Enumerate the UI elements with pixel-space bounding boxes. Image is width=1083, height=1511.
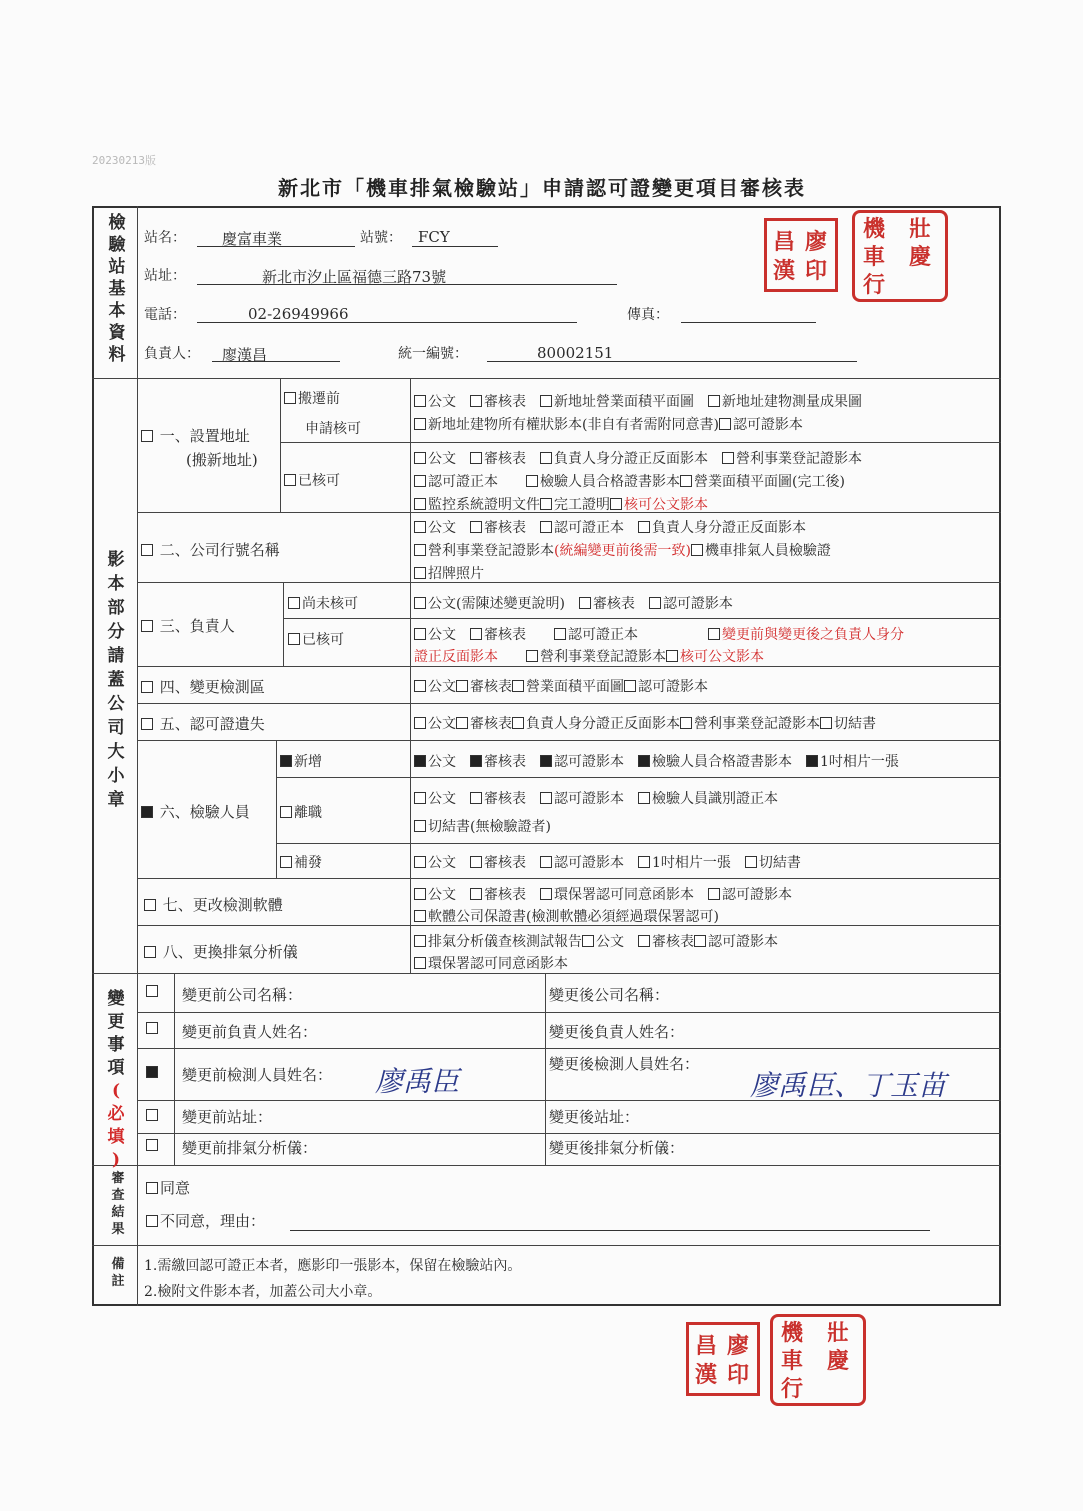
item1-label[interactable]: 一、設置地址 [141, 425, 250, 446]
item5-line[interactable]: 公文 審核表 負責人身分證正反面影本 營利事業登記證影本 切結書 [414, 713, 876, 733]
station-no-label: 站號： [360, 230, 402, 246]
item2-line2[interactable]: 營利事業登記證影本(統編變更前後需一致) 機車排氣人員檢驗證 [414, 540, 831, 560]
item1-b-line3[interactable]: 監控系統證明文件 完工證明 核可公文影本 [414, 494, 708, 514]
change-cb-4[interactable] [146, 1108, 160, 1124]
item8-label[interactable]: 八、更換排氣分析儀 [144, 941, 298, 962]
change-after-5: 變更後排氣分析儀： [549, 1139, 685, 1157]
change-after-1: 變更後公司名稱： [549, 986, 670, 1004]
item1-a-line2[interactable]: 新地址建物所有權狀影本(非自有者需附同意書) 認可證影本 [414, 414, 803, 434]
item3-opt-approved[interactable]: 已核可 [288, 629, 344, 649]
owner-value: 廖漢昌 [222, 346, 268, 364]
change-after-3: 變更後檢測人員姓名： [549, 1055, 700, 1073]
large-seal-stamp: 機 壯 車 慶 行 [852, 210, 948, 302]
item6-b-line2[interactable]: 切結書(無檢驗證者) [414, 816, 551, 836]
item3-label[interactable]: 三、負責人 [141, 615, 235, 636]
notes-section-label: 備 註 [111, 1257, 125, 1289]
handwritten-inspector-before: 廖禹臣 [375, 1065, 460, 1098]
item1-sub: (搬新地址) [186, 451, 258, 469]
item6-opt-resign[interactable]: 離職 [280, 802, 322, 822]
item6-label[interactable]: 六、檢驗人員 [141, 801, 250, 822]
item3-b-line2[interactable]: 證正反面影本 營利事業登記證影本 核可公文影本 [414, 649, 764, 665]
tax-id-label: 統一編號： [398, 346, 468, 362]
item6-opt-add[interactable]: 新增 [280, 751, 322, 771]
item5-label[interactable]: 五、認可證遺失 [141, 713, 265, 734]
address-value: 新北市汐止區福德三路73號 [262, 268, 447, 286]
phone-label: 電話： [144, 307, 186, 323]
review-section-label: 審 查 結 果 [111, 1171, 125, 1237]
changes-section-label: 變 更 事 項 ( 必 填 ) [107, 989, 125, 1170]
handwritten-inspector-after: 廖禹臣、丁玉苗 [750, 1069, 947, 1102]
note-2: 2.檢附文件影本者，加蓋公司大小章。 [144, 1284, 382, 1300]
item1-b-line1[interactable]: 公文 審核表 負責人身分證正反面影本 營利事業登記證影本 [414, 448, 862, 468]
item1-opt-relocate[interactable]: 搬遷前 [284, 388, 340, 408]
address-label: 站址： [144, 268, 186, 284]
item1-opt-relocate-l2: 申請核可 [305, 421, 361, 437]
item4-label[interactable]: 四、變更檢測區 [141, 676, 265, 697]
item2-line1[interactable]: 公文 審核表 認可證正本 負責人身分證正反面影本 [414, 517, 806, 537]
item1-a-line1[interactable]: 公文 審核表 新地址營業面積平面圖 新地址建物測量成果圖 [414, 391, 862, 411]
change-after-2: 變更後負責人姓名： [549, 1023, 685, 1041]
item2-line3[interactable]: 招牌照片 [414, 563, 484, 583]
note-1: 1.需繳回認可證正本者，應影印一張影本，保留在檢驗站內。 [144, 1258, 522, 1274]
item6-b-line1[interactable]: 公文 審核表 認可證影本 檢驗人員識別證正本 [414, 788, 778, 808]
review-agree[interactable]: 同意 [146, 1177, 190, 1198]
copy-section-label: 影 本 部 分 請 蓋 公 司 大 小 章 [107, 550, 125, 810]
item1-b-line2[interactable]: 認可證正本 檢驗人員合格證書影本 營業面積平面圖(完工後) [414, 471, 845, 491]
item1-opt-approved[interactable]: 已核可 [284, 470, 340, 490]
item6-c-line[interactable]: 公文 審核表 認可證影本 1吋相片一張 切結書 [414, 852, 801, 872]
item7-label[interactable]: 七、更改檢測軟體 [144, 894, 283, 915]
item3-a-line[interactable]: 公文(需陳述變更說明) 審核表 認可證影本 [414, 593, 733, 613]
bottom-small-seal-stamp: 昌 廖 漢 印 [686, 1322, 760, 1396]
version-label: 20230213版 [92, 154, 156, 167]
item7-line2[interactable]: 軟體公司保證書(檢測軟體必須經過環保署認可) [414, 906, 719, 926]
tax-id-value: 80002151 [537, 344, 614, 362]
item8-line2[interactable]: 環保署認可同意函影本 [414, 953, 568, 973]
item6-a-line[interactable]: 公文 審核表 認可證影本 檢驗人員合格證書影本 1吋相片一張 [414, 751, 899, 771]
station-name-label: 站名： [144, 230, 186, 246]
change-before-2: 變更前負責人姓名： [182, 1023, 318, 1041]
review-disagree[interactable]: 不同意，理由： [146, 1210, 265, 1231]
item7-line1[interactable]: 公文 審核表 環保署認可同意函影本 認可證影本 [414, 884, 792, 904]
basic-info-section-label: 檢 驗 站 基 本 資 料 [108, 213, 126, 365]
item4-line[interactable]: 公文 審核表 營業面積平面圖 認可證影本 [414, 676, 708, 696]
form-title: 新北市「機車排氣檢驗站」申請認可證變更項目審核表 [278, 176, 806, 200]
small-seal-stamp: 昌 廖 漢 印 [764, 218, 838, 292]
item2-label[interactable]: 二、公司行號名稱 [141, 539, 280, 560]
fax-label: 傳真： [627, 307, 669, 323]
owner-label: 負責人： [144, 346, 200, 362]
change-cb-5[interactable] [146, 1138, 160, 1154]
change-before-3: 變更前檢測人員姓名： [182, 1066, 333, 1084]
item3-opt-pending[interactable]: 尚未核可 [288, 593, 358, 613]
change-cb-2[interactable] [146, 1021, 160, 1037]
change-cb-3[interactable] [146, 1065, 160, 1081]
change-cb-1[interactable] [146, 984, 160, 1000]
station-name-value: 慶富車業 [222, 230, 283, 248]
item6-opt-reissue[interactable]: 補發 [280, 852, 322, 872]
bottom-large-seal-stamp: 機 壯 車 慶 行 [770, 1314, 866, 1406]
item3-b-line1[interactable]: 公文 審核表 認可證正本 變更前與變更後之負責人身分 [414, 624, 904, 644]
phone-value: 02-26949966 [248, 305, 349, 323]
item8-line1[interactable]: 排氣分析儀查核測試報告 公文 審核表 認可證影本 [414, 931, 778, 951]
station-no-value: FCY [418, 228, 450, 246]
change-before-5: 變更前排氣分析儀： [182, 1139, 318, 1157]
change-before-4: 變更前站址： [182, 1108, 273, 1126]
change-before-1: 變更前公司名稱： [182, 986, 303, 1004]
change-after-4: 變更後站址： [549, 1108, 640, 1126]
